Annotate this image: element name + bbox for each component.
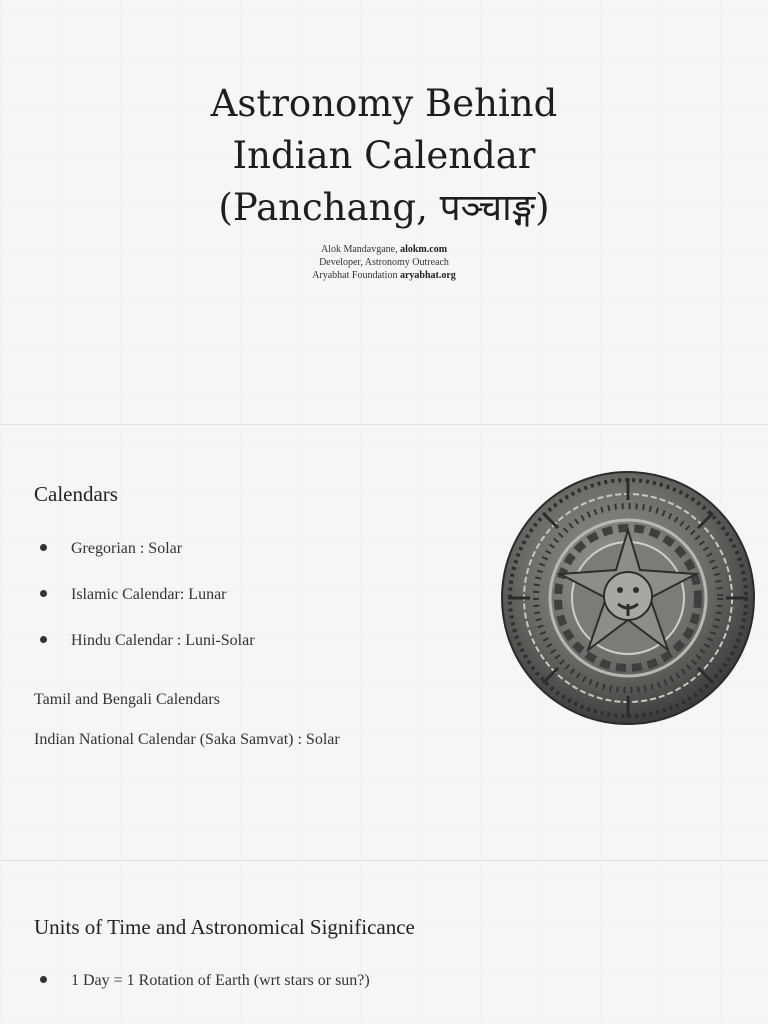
org-name: Aryabhat Foundation (312, 270, 400, 281)
calendar-stone-image (500, 470, 756, 726)
paragraph-line: Tamil and Bengali Calendars (34, 691, 220, 708)
bullet-dot-icon (40, 544, 47, 551)
author-line (0, 243, 768, 256)
list-item-text: Gregorian : Solar (71, 540, 183, 557)
org-line (0, 269, 768, 282)
slide-divider (0, 860, 768, 861)
list-item (40, 972, 370, 990)
section-heading: Units of Time and Astronomical Significance (34, 915, 415, 939)
author-byline (0, 243, 768, 282)
paragraph-line: Indian National Calendar (Saka Samvat) : Solar (34, 731, 340, 748)
bullet-dot-icon (40, 976, 47, 983)
list-item (40, 632, 255, 650)
title-line-3: (Panchang, पञ्चाङ्ग) (218, 186, 550, 229)
title-line-2: Indian Calendar (232, 134, 536, 177)
list-item (40, 540, 182, 558)
list-item (40, 586, 227, 604)
bullet-dot-icon (40, 636, 47, 643)
author-name: Alok Mandavgane, (320, 244, 401, 255)
list-item-text: 1 Day = 1 Rotation of Earth (wrt stars or sun?) (71, 972, 370, 989)
title-line-1: Astronomy Behind (210, 82, 558, 125)
author-role: Developer, Astronomy Outreach (319, 257, 449, 268)
slide-divider (0, 424, 768, 425)
section-heading: Calendars (34, 482, 118, 506)
bullet-dot-icon (40, 590, 47, 597)
title-slide (0, 0, 768, 410)
page-title (0, 78, 768, 234)
list-item-text: Hindu Calendar : Luni-Solar (71, 632, 255, 649)
author-site-link[interactable]: alokm.com (400, 244, 448, 255)
list-item-text: Islamic Calendar: Lunar (71, 586, 227, 603)
units-slide (0, 880, 768, 1024)
org-site-link[interactable]: aryabhat.org (399, 270, 456, 281)
